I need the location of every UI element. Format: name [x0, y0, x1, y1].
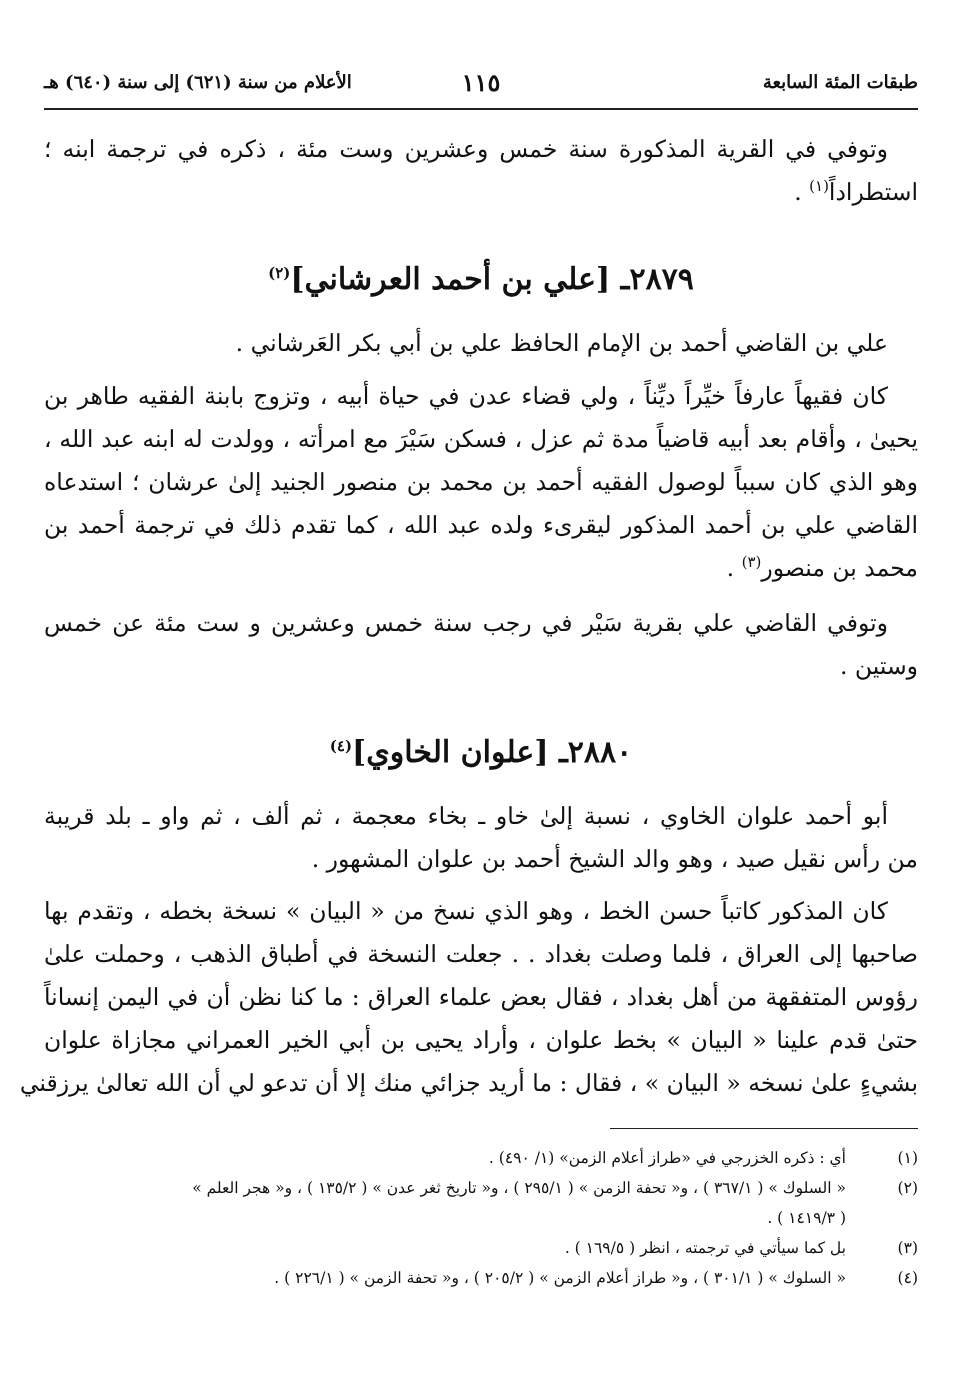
footnote-continuation [44, 1203, 918, 1233]
text-line: وتوفي في القرية المذكورة سنة خمس وعشرين وست مئة ، ذكره في ترجمة ابنه ؛ [44, 135, 888, 163]
footnote-ref: (١) [809, 177, 829, 196]
footnote [44, 1173, 918, 1203]
text-line: يحيىٰ ، وأقام بعد أبيه قاضياً مدة ثم عزل ، فسكن سَيْرَ مع امرأته ، وولدت له ابنه عبد الله ، [44, 425, 918, 453]
text-line: من رأس نقيل صيد ، وهو والد الشيخ أحمد بن علوان المشهور . [311, 845, 918, 873]
header-rule [44, 108, 918, 110]
footnote-text: ( ١٤١٩/٣ ) . [767, 1209, 846, 1227]
footnote-number: (١) [897, 1149, 918, 1167]
footnote-ref: (٢) [268, 264, 291, 282]
text-line: علي بن القاضي أحمد بن الإمام الحافظ علي بن أبي بكر العَرشاني . [235, 329, 888, 357]
text-line: بشيءٍ علىٰ نسخه « البيان » ، فقال : ما أريد جزائي منك إلا أن تدعو لي أن الله تعالىٰ يرزقني [19, 1069, 918, 1097]
text-line: حتىٰ قدم علينا « البيان » بخط علوان ، وأراد يحيى بن أبي الخير العمراني مجازاة علوان [44, 1026, 918, 1054]
text-span: استطراداً [828, 178, 918, 206]
footnote-ref: (٤) [329, 737, 353, 755]
text-line [44, 171, 918, 214]
text-line: وستين . [839, 652, 918, 680]
footnote-number: (٢) [897, 1179, 918, 1197]
text-span: محمد بن منصور [761, 554, 918, 582]
text-line: وتوفي القاضي علي بقرية سَيْر في رجب سنة خمس وعشرين و ست مئة عن خمس [44, 609, 888, 637]
text-span: . [726, 554, 742, 582]
intro-paragraph [44, 128, 918, 214]
text-line: وهو الذي كان سبباً لوصول الفقيه أحمد بن محمد بن منصور الجنيد إلىٰ عرشان ؛ استدعاه [44, 468, 918, 496]
text-line: كان المذكور كاتباً حسن الخط ، وهو الذي نسخ من « البيان » نسخة بخطه ، وتقدم بها [44, 897, 888, 925]
running-subtitle: الأعلام من سنة (٦٢١) إلى سنة (٦٤٠) هـ [44, 72, 352, 93]
entry-paragraph [44, 795, 918, 881]
footnote-number: (٤) [897, 1269, 918, 1287]
footnote [44, 1233, 918, 1263]
entry-title-text: ٢٨٨٠ـ [علوان الخاوي] [352, 735, 633, 770]
entry-title-text: ٢٨٧٩ـ [علي بن أحمد العرشاني] [290, 262, 694, 297]
footnotes [44, 1143, 918, 1293]
entry-paragraph [44, 322, 918, 365]
footnote-text: أي : ذكره الخزرجي في «طراز أعلام الزمن» (١/ ٤٩٠) . [488, 1149, 846, 1167]
footnote-text: « السلوك » ( ٣٦٧/١ ) ، و« تحفة الزمن » ( ٢٩٥/١ ) ، و« تاريخ ثغر عدن » ( ١٣٥/٢ ) ، و« هجر العلم » [192, 1179, 846, 1197]
entry-paragraph [44, 375, 918, 590]
entry-title [44, 262, 918, 297]
entry-title [44, 735, 918, 770]
footnote-ref: (٣) [741, 553, 762, 572]
footnote-number: (٣) [897, 1239, 918, 1257]
footnote [44, 1263, 918, 1293]
footnote-rule [610, 1128, 918, 1129]
page-number: ١١٥ [461, 68, 501, 97]
running-title: طبقات المئة السابعة [762, 72, 918, 93]
text-line: القاضي علي بن أحمد المذكور ليقرىء ولده عبد الله ، كما تقدم ذلك في ترجمة أحمد بن [44, 511, 918, 539]
footnote-text: « السلوك » ( ٣٠١/١ ) ، و« طراز أعلام الزمن » ( ٢٠٥/٢ ) ، و« تحفة الزمن » ( ٢٢٦/١ ) . [274, 1269, 846, 1287]
entry-paragraph [19, 890, 918, 1105]
text-line: أبو أحمد علوان الخاوي ، نسبة إلىٰ خاو ـ بخاء معجمة ، ثم ألف ، ثم واو ـ بلد قريبة [44, 802, 888, 830]
text-line: رؤوس المتفقهة من أهل بغداد ، فقال بعض علماء العراق : ما كنا نظن أن في اليمن إنساناً [44, 983, 918, 1011]
footnote-text: بل كما سيأتي في ترجمته ، انظر ( ١٦٩/٥ ) . [564, 1239, 846, 1257]
text-line: كان فقيهاً عارفاً خيِّراً ديِّناً ، ولي قضاء عدن في حياة أبيه ، وتزوج بابنة الفقيه طاهر بن [44, 382, 888, 410]
entry-paragraph [44, 602, 918, 688]
text-span: . [794, 178, 810, 206]
text-line [44, 547, 918, 590]
page-header [44, 62, 918, 112]
text-line: صاحبها إلى العراق ، فلما وصلت بغداد . . جعلت النسخة في أطباق الذهب ، وحملت علىٰ [44, 940, 918, 968]
footnote [44, 1143, 918, 1173]
